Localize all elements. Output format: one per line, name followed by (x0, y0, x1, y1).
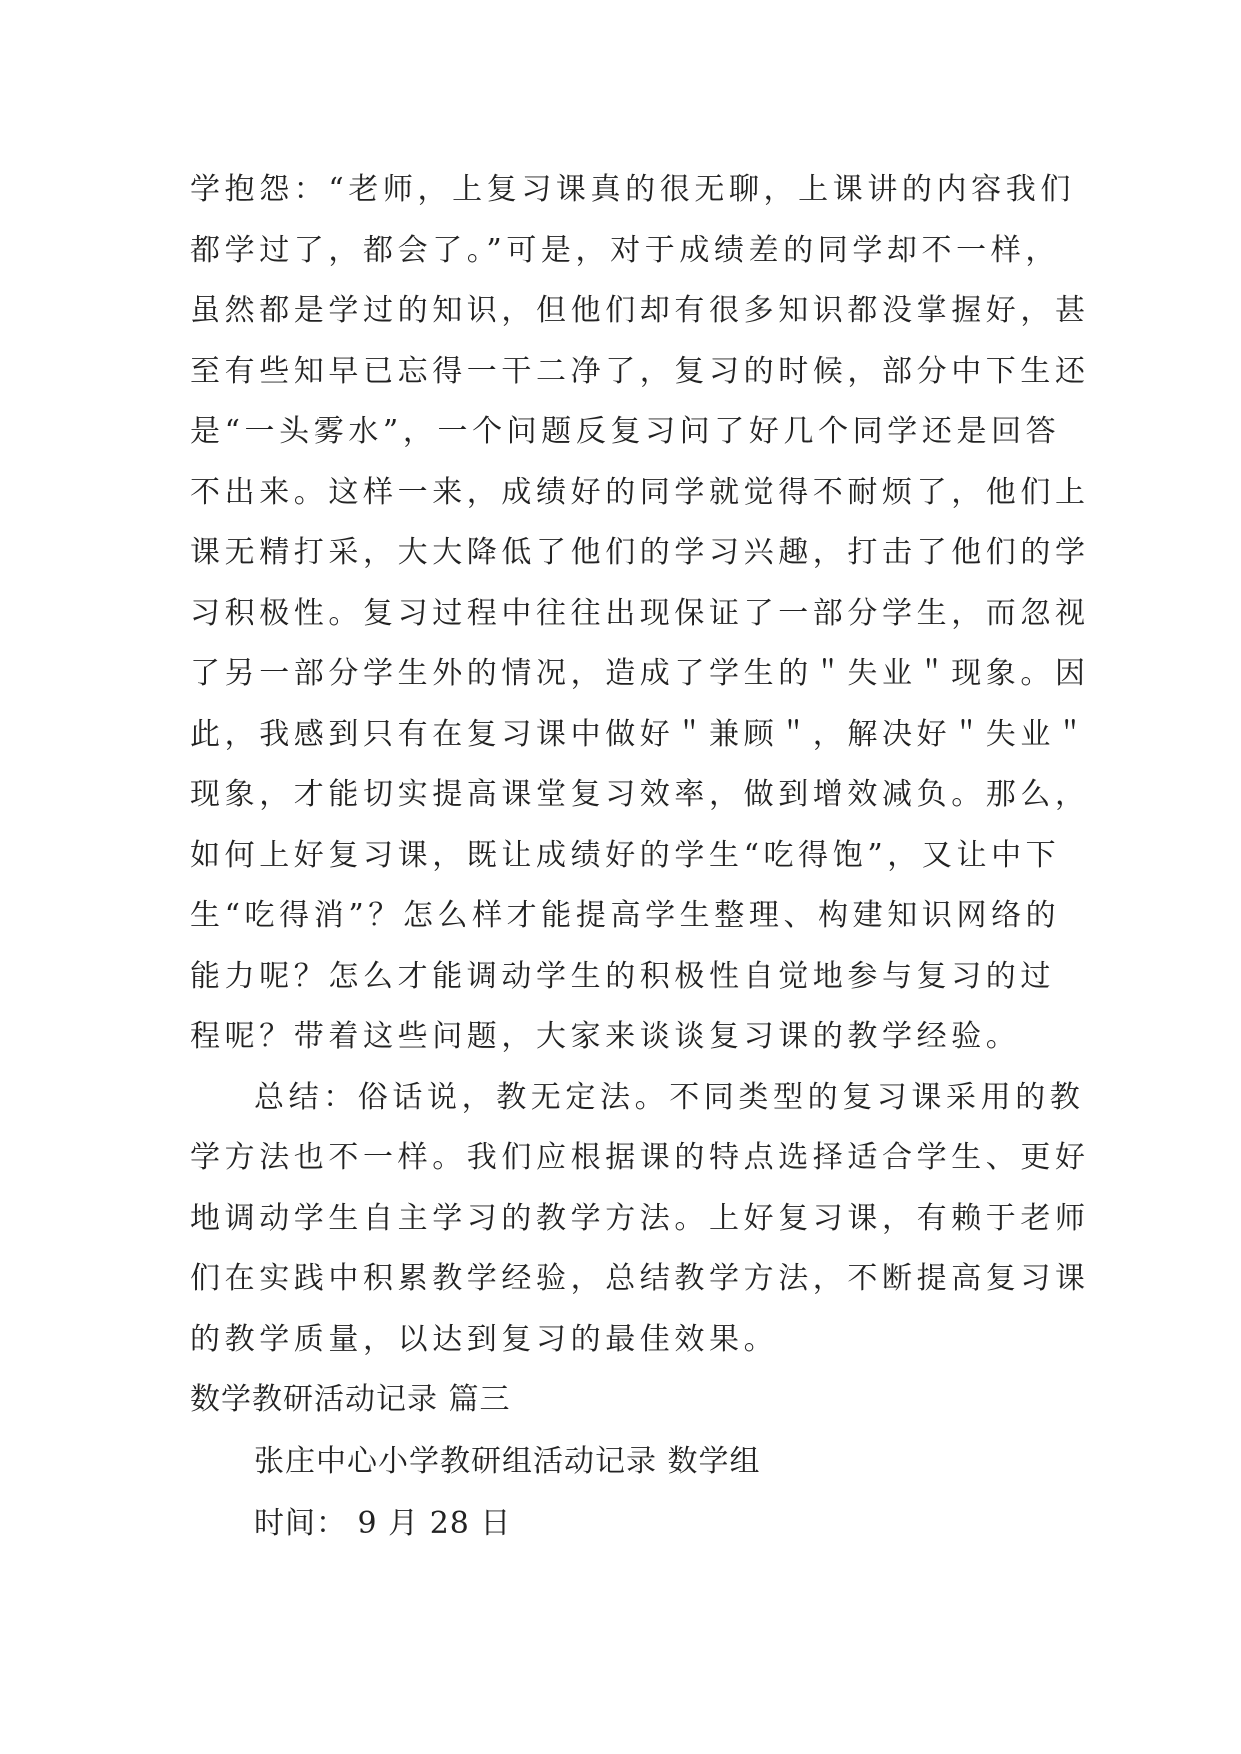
summary-line: 地调动学生自主学习的教学方法。上好复习课，有赖于老师 (190, 1200, 1090, 1236)
record-subtitle: 张庄中心小学教研组活动记录 数学组 (254, 1444, 761, 1479)
text-line: 虽然都是学过的知识，但他们却有很多知识都没掌握好，甚 (190, 293, 1090, 328)
text-line: 能力呢？怎么才能调动学生的积极性自觉地参与复习的过 (190, 958, 1055, 994)
text-line: 是“一头雾水”，一个问题反复习问了好几个同学还是回答 (190, 414, 1061, 449)
text-line: 现象，才能切实提高课堂复习效率，做到增效减负。那么， (190, 777, 1090, 812)
summary-line: 的教学质量，以达到复习的最佳效果。 (190, 1321, 779, 1357)
text-line: 不出来。这样一来，成绩好的同学就觉得不耐烦了，他们上 (190, 474, 1090, 510)
text-line: 如何上好复习课，既让成绩好的学生“吃得饱”，又让中下 (190, 837, 1061, 873)
text-line: 学抱怨：“老师，上复习课真的很无聊，上课讲的内容我们 (190, 172, 1075, 207)
text-line: 生“吃得消”？怎么样才能提高学生整理、构建知识网络的 (190, 898, 1061, 933)
time-label: 时间： (254, 1506, 347, 1541)
time-value: 9 月 28 日 (357, 1506, 512, 1541)
record-time (254, 1498, 1114, 1542)
summary-line: 们在实践中积累教学经验，总结教学方法，不断提高复习课 (190, 1261, 1090, 1296)
text-line: 课无精打采，大大降低了他们的学习兴趣，打击了他们的学 (190, 535, 1090, 570)
text-line: 此，我感到只有在复习课中做好＂兼顾＂，解决好＂失业＂ (190, 716, 1090, 752)
text-line: 都学过了，都会了。”可是，对于成绩差的同学却不一样， (190, 232, 1060, 268)
body-text (190, 160, 1090, 1370)
text-line: 习积极性。复习过程中往往出现保证了一部分学生，而忽视 (190, 595, 1090, 631)
section-heading: 数学教研活动记录 篇三 (190, 1382, 511, 1417)
summary-line: 总结：俗话说，教无定法。不同类型的复习课采用的教 (254, 1079, 1085, 1115)
text-line: 了另一部分学生外的情况，造成了学生的＂失业＂现象。因 (190, 656, 1090, 691)
text-line: 至有些知早已忘得一干二净了，复习的时候，部分中下生还 (190, 353, 1090, 389)
text-line: 程呢？带着这些问题，大家来谈谈复习课的教学经验。 (190, 1019, 1021, 1054)
summary-line: 学方法也不一样。我们应根据课的特点选择适合学生、更好 (190, 1140, 1090, 1175)
